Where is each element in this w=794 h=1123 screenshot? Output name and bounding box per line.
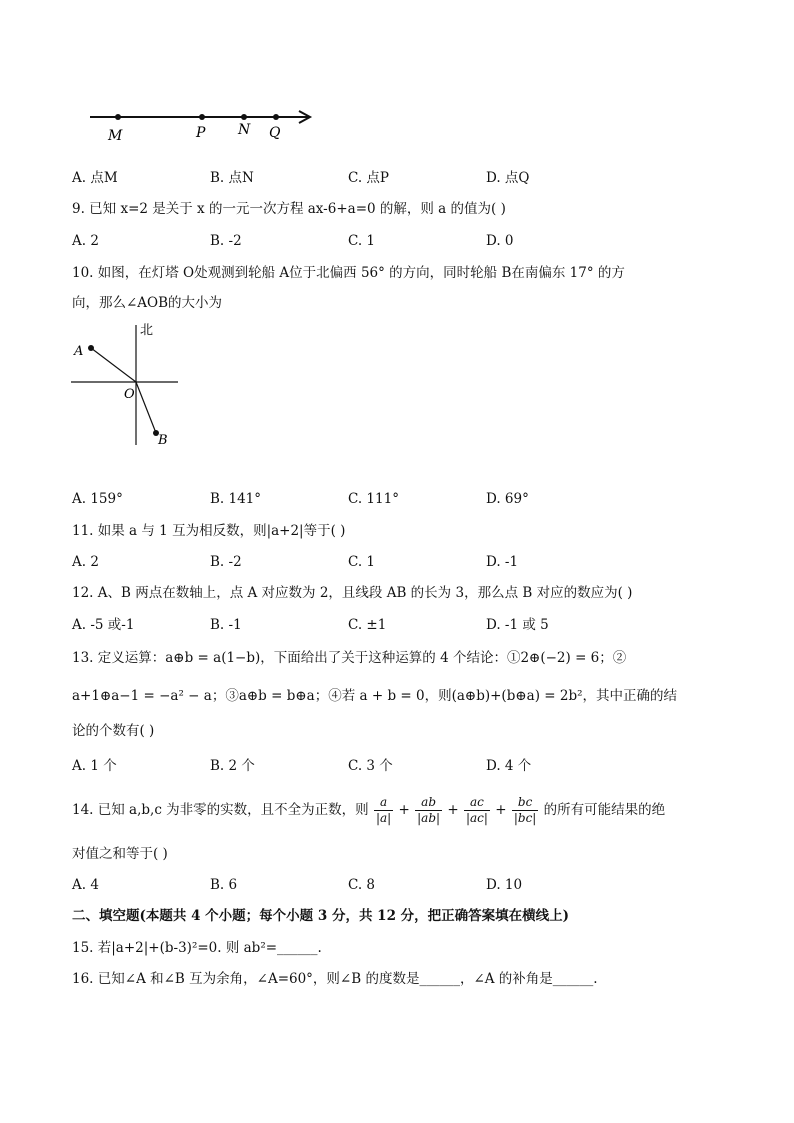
label-b: B: [158, 433, 168, 448]
fraction-ab: [415, 795, 442, 826]
north-label: 北: [140, 323, 154, 338]
q12-stem: 12. A、B 两点在数轴上，点 A 对应数为 2，且线段 AB 的长为 3，那么点 B 对应的数应为( ): [72, 585, 633, 601]
q10-options: [72, 490, 732, 508]
point-a-dot: [88, 345, 94, 351]
q14-option-d: D. 10: [486, 877, 523, 893]
q16-stem: 16. 已知∠A 和∠B 互为余角，∠A=60°，则∠B 的度数是______，∠A 的补角是______.: [72, 971, 598, 987]
q14-option-c: C. 8: [348, 877, 376, 893]
number-line-figure: [80, 95, 320, 145]
q13-line3: 论的个数有( ): [72, 723, 155, 739]
q9-stem: 9. 已知 x=2 是关于 x 的一元一次方程 ax-6+a=0 的解，则 a 的值为( ): [72, 201, 506, 217]
point-q: [273, 114, 279, 120]
fraction-ab-num: ab: [415, 795, 442, 811]
q10-stem-line1: 10. 如图，在灯塔 O处观测到轮船 A位于北偏西 56° 的方向，同时轮船 B在南偏东 17° 的方: [72, 265, 625, 281]
q8-option-b: B. 点N: [210, 170, 254, 186]
q15-stem: 15. 若|a+2|+(b-3)²=0. 则 ab²=______.: [72, 940, 322, 956]
q13-option-c: C. 3 个: [348, 758, 393, 774]
fraction-ab-den: |ab|: [417, 811, 441, 825]
label-m: M: [108, 128, 123, 144]
q14-stem-line2: 对值之和等于( ): [72, 846, 168, 862]
section-heading-fill-in: 二、填空题(本题共 4 个小题；每个小题 3 分，共 12 分，把正确答案填在横线上): [72, 908, 570, 924]
label-p: P: [196, 125, 206, 141]
label-a: A: [74, 344, 84, 359]
q14-option-b: B. 6: [210, 877, 238, 893]
q11-option-c: C. 1: [348, 554, 376, 570]
q12-options: [72, 616, 732, 634]
point-m: [115, 114, 121, 120]
q13-options: [72, 757, 732, 775]
q14-stem-line1: [72, 790, 665, 830]
q11-options: [72, 553, 732, 571]
compass-figure: [66, 320, 186, 450]
q9-options: [72, 232, 732, 250]
q9-option-d: D. 0: [486, 233, 514, 249]
q11-option-b: B. -2: [210, 554, 242, 570]
q14-option-a: A. 4: [72, 877, 99, 893]
q13-option-d: D. 4 个: [486, 758, 532, 774]
fraction-bc-den: |bc|: [513, 811, 537, 825]
fraction-a-num: a: [374, 795, 393, 811]
q13-option-a: A. 1 个: [72, 758, 117, 774]
q8-options: [72, 169, 732, 187]
q9-option-a: A. 2: [72, 233, 99, 249]
q8-option-a: A. 点M: [72, 170, 118, 186]
fraction-ac: [464, 795, 490, 826]
q11-stem: 11. 如果 a 与 1 互为相反数，则|a+2|等于( ): [72, 523, 346, 539]
fraction-a-den: |a|: [375, 811, 392, 825]
q8-option-c: C. 点P: [348, 170, 390, 186]
q11-option-a: A. 2: [72, 554, 99, 570]
q12-option-b: B. -1: [210, 617, 242, 633]
q14-prefix: 14. 已知 a,b,c 为非零的实数，且不全为正数，则: [72, 802, 369, 818]
plus-1: +: [398, 802, 410, 818]
plus-3: +: [495, 802, 507, 818]
ray-ob: [136, 382, 156, 433]
q10-option-d: D. 69°: [486, 491, 529, 507]
q8-option-d: D. 点Q: [486, 170, 530, 186]
q13-option-b: B. 2 个: [210, 758, 255, 774]
fraction-bc: [512, 795, 539, 826]
fraction-bc-num: bc: [512, 795, 539, 811]
fraction-ac-den: |ac|: [465, 811, 488, 825]
q11-option-d: D. -1: [486, 554, 519, 570]
point-n: [241, 114, 247, 120]
q10-option-c: C. 111°: [348, 491, 399, 507]
plus-2: +: [447, 802, 459, 818]
label-q: Q: [269, 125, 281, 141]
q10-option-b: B. 141°: [210, 491, 262, 507]
q10-stem-line2: 向，那么∠AOB的大小为: [72, 295, 223, 311]
q9-option-b: B. -2: [210, 233, 242, 249]
q12-option-a: A. -5 或-1: [72, 617, 135, 633]
q10-option-a: A. 159°: [72, 491, 123, 507]
fraction-ac-num: ac: [464, 795, 490, 811]
q14-suffix: 的所有可能结果的绝: [543, 802, 666, 818]
q12-option-d: D. -1 或 5: [486, 617, 549, 633]
ray-oa: [91, 348, 136, 382]
fraction-a: [374, 795, 393, 826]
point-p: [199, 114, 205, 120]
q9-option-c: C. 1: [348, 233, 376, 249]
label-o: O: [124, 387, 135, 402]
q12-option-c: C. ±1: [348, 617, 387, 633]
q14-options: [72, 876, 732, 894]
q13-line2: a+1⊕a−1 = −a² − a；③a⊕b = b⊕a；④若 a + b = 0，则(a⊕b)+(b⊕a) = 2b²，其中正确的结: [72, 688, 677, 704]
q13-line1: 13. 定义运算：a⊕b = a(1−b)，下面给出了关于这种运算的 4 个结论：①2⊕(−2) = 6；②: [72, 650, 627, 666]
label-n: N: [238, 122, 251, 138]
